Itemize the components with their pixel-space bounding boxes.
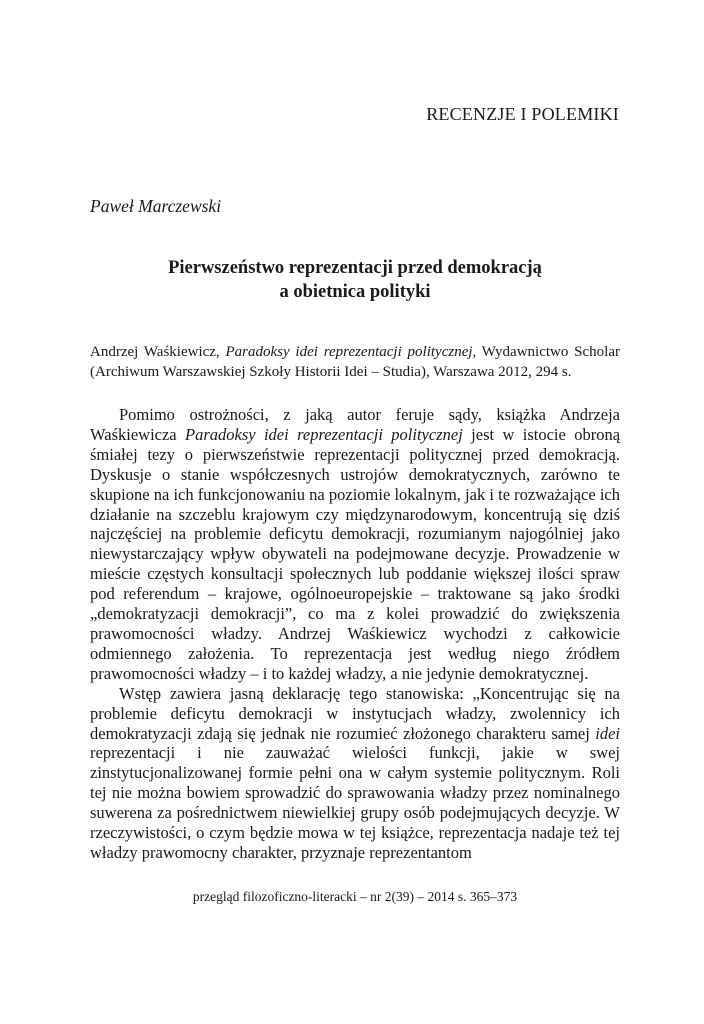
journal-footer: przegląd filozoficzno-literacki – nr 2(39) – 2014 s. 365–373 bbox=[192, 889, 518, 904]
section-heading: RECENZJE I POLEMIKI bbox=[426, 104, 619, 124]
article-body bbox=[90, 405, 620, 863]
book-author: Andrzej Waśkiewicz, bbox=[90, 344, 226, 360]
article-author: Paweł Marczewski bbox=[90, 196, 222, 216]
book-title: Paradoksy idei reprezentacji politycznej bbox=[225, 344, 473, 360]
article-title bbox=[90, 256, 620, 304]
paragraph-1-start: Pomimo ostrożności, z jaką autor feruje sądy, książka Andrzeja Waśkiewicza bbox=[90, 405, 620, 444]
paragraph-1 bbox=[90, 405, 620, 684]
paragraph-2-start: Wstęp zawiera jasną deklarację tego stanowiska: „Koncentrując się na problemie deficytu demokracji w instytucjach władzy, zwolennicy ich demokratyzacji zdają się jednak nie rozumieć złożonego charakteru samej bbox=[90, 683, 620, 743]
paragraph-2-rest: reprezentacji i nie zauważać wielości funkcji, jakie w swej zinstytucjonalizowanej formie pełni ona w całym systemie politycznym. Roli tej nie można bowiem sprowadzić do sprawowania władzy przez nominalnego suwerena za pośrednictwem niewielkiej grupy osób podejmujących decyzje. W rzeczywistości, o czym będzie mowa w tej książce, reprezentacja nadaje też tej władzy prawomocny charakter, przyznaje reprezentantom bbox=[90, 743, 620, 862]
paragraph-2-italic: idei bbox=[595, 723, 620, 743]
paragraph-1-rest: jest w istocie obroną śmiałej tezy o pierwszeństwie reprezentacji politycznej przed demokracją. Dyskusje o stanie współczesnych ustrojów demokratycznych, zarówno te skupione na ich funkcjonowaniu na poziomie lokalnym, jak i te rozważające ich działanie na szczeblu krajowym czy międzynarodowym, koncentrują się dziś najczęściej na problemie deficytu demokracji, rozumianym najogólniej jako niewystarczający wpływ obywateli na podejmowane decyzje. Prowadzenie w mieście częstych konsultacji społecznych lub poddanie większej ilości spraw pod referendum – krajowe, ogólnoeuropejskie – traktowane są jako środki „demokratyzacji demokracji”, co ma z kolei prowadzić do zwiększenia prawomocności władzy. Andrzej Waśkiewicz wychodzi z całkowicie odmiennego założenia. To reprezentacja jest według niego źródłem prawomocności władzy – i to każdej władzy, a nie jedynie demokratycznej. bbox=[90, 424, 621, 683]
article-title-line-2: a obietnica polityki bbox=[279, 282, 431, 302]
paragraph-1-italic: Paradoksy idei reprezentacji politycznej bbox=[185, 424, 463, 444]
article-title-line-1: Pierwszeństwo reprezentacji przed demokracją bbox=[168, 258, 542, 278]
book-publication: , Wydawnictwo Scholar (Archiwum Warszawskiej Szkoły Historii Idei – Studia), Warszawa 2012, 294 s. bbox=[90, 344, 620, 380]
bibliographic-note bbox=[90, 342, 620, 382]
paragraph-2 bbox=[90, 684, 620, 863]
